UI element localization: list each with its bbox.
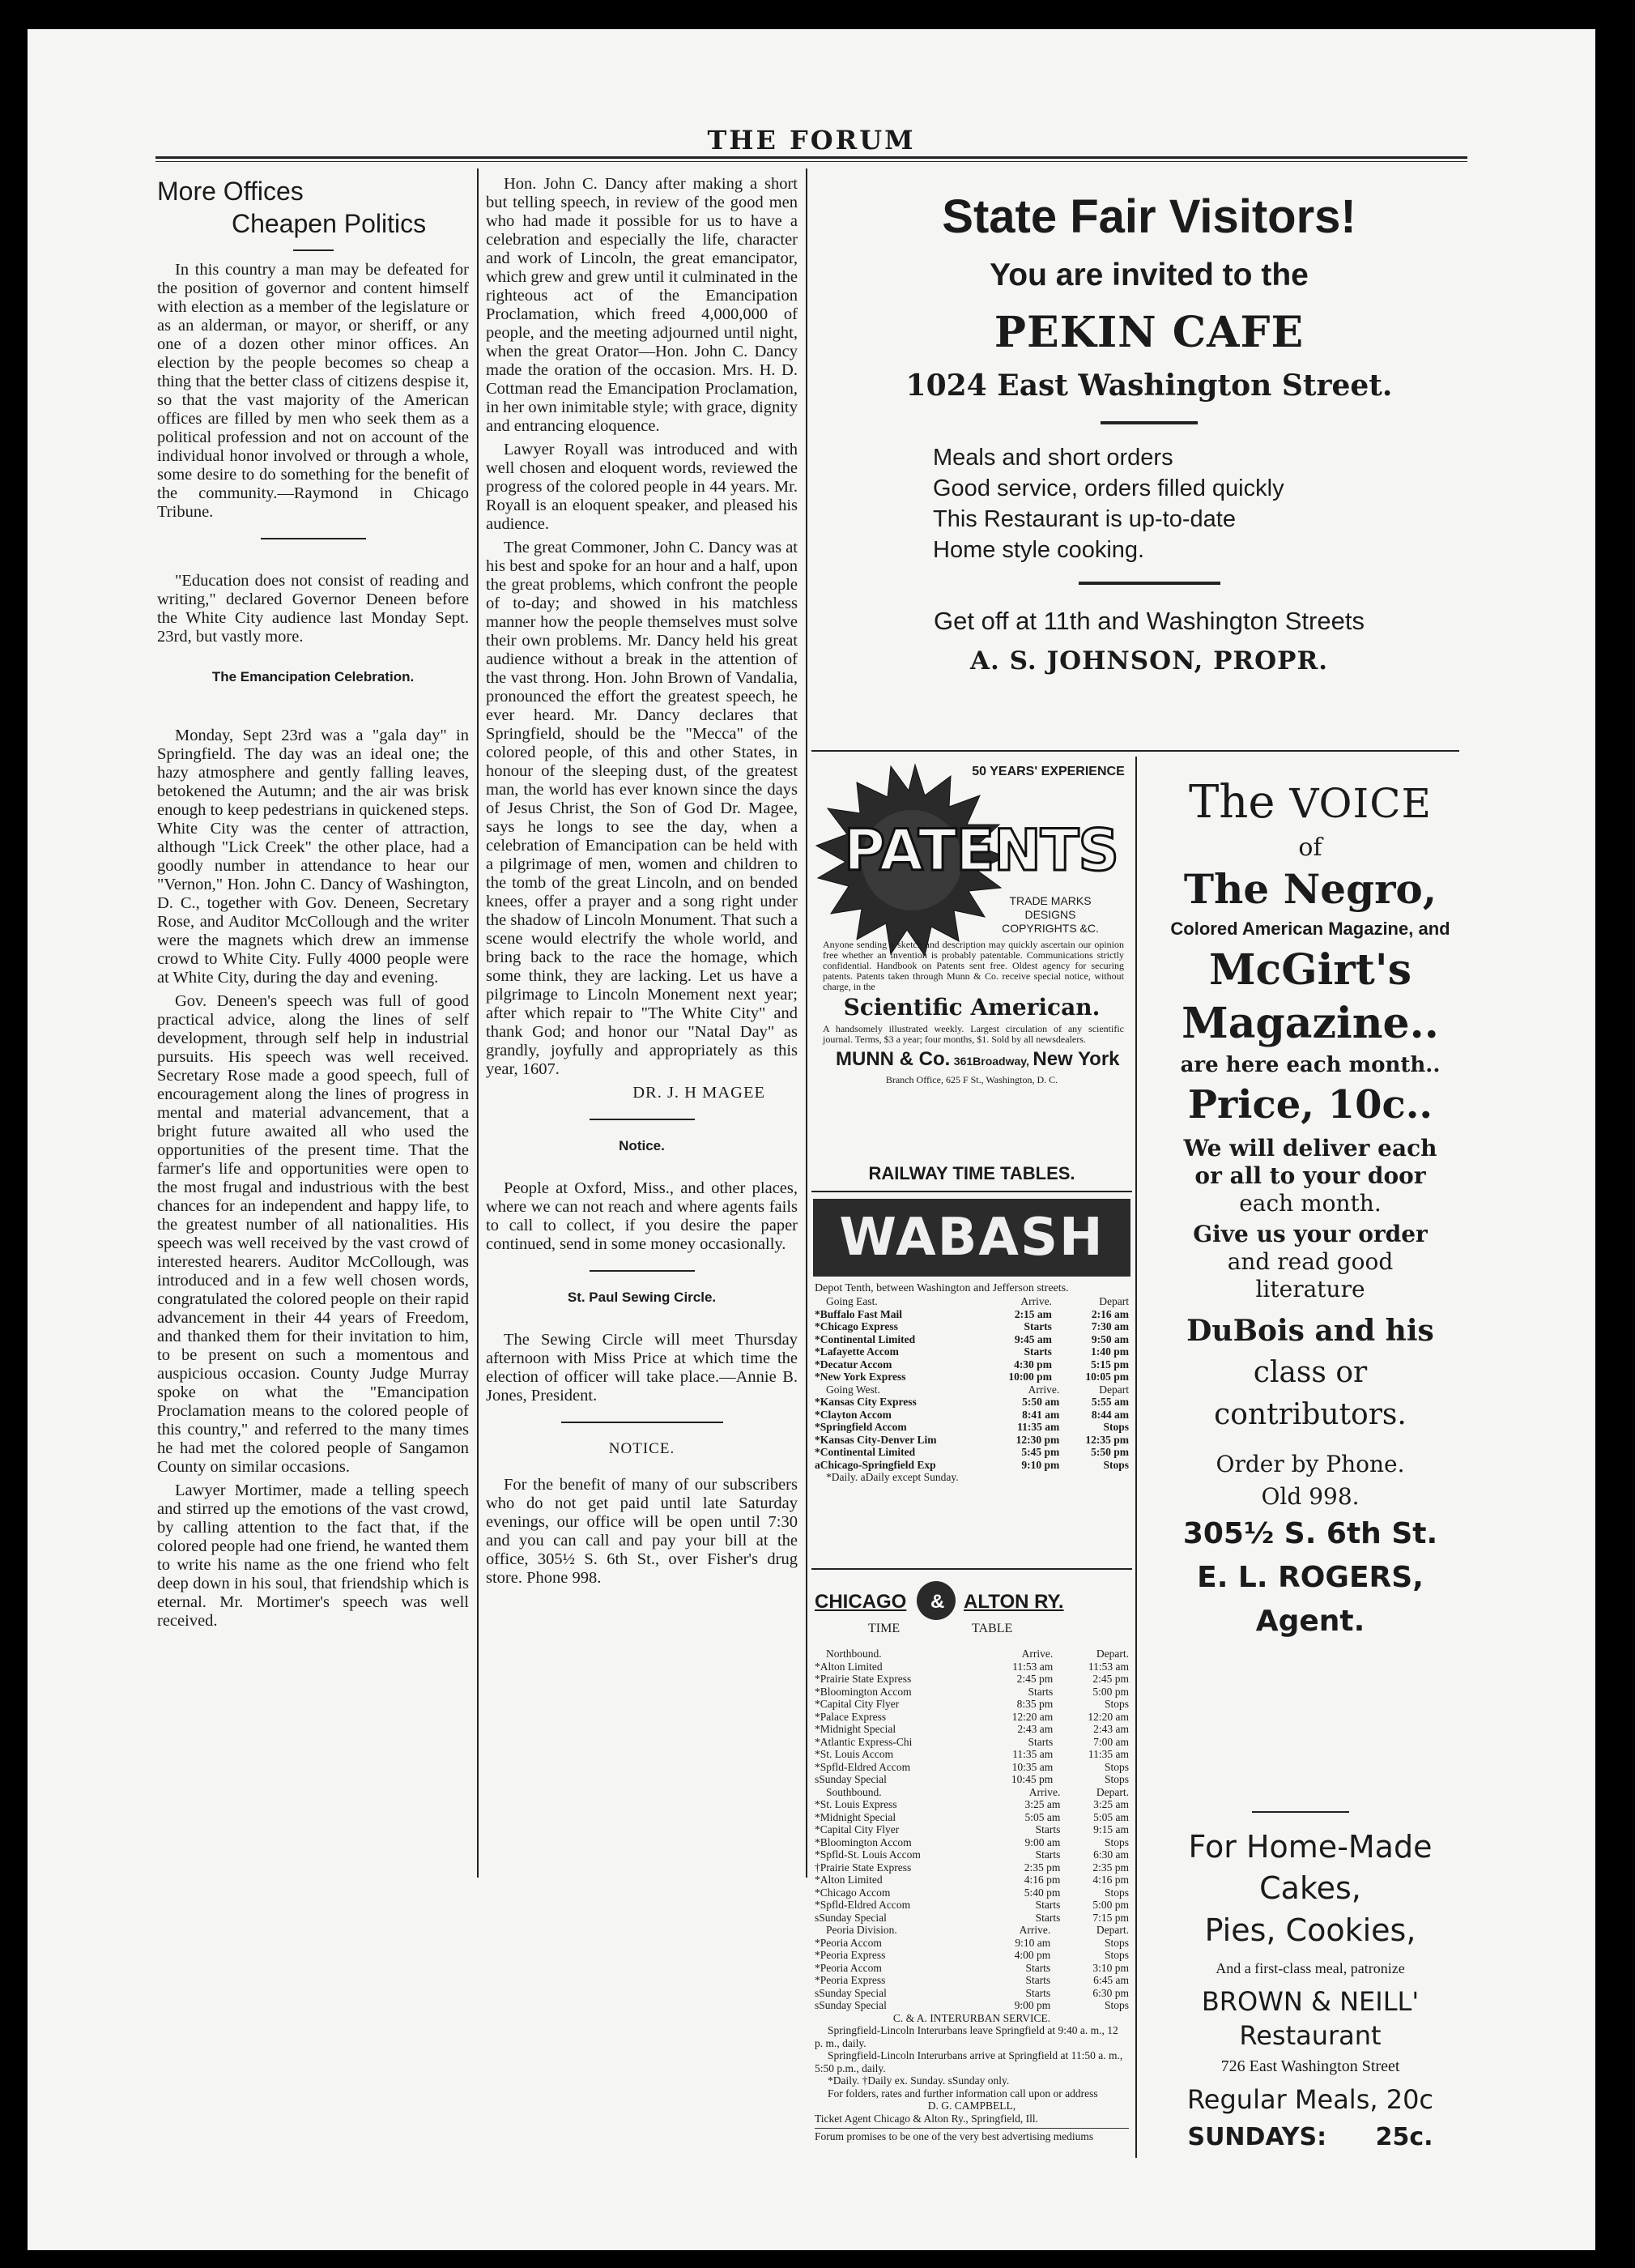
timetable-cell: *Spfld-Eldred Accom	[815, 1760, 911, 1773]
voice-deliver-3: each month.	[1239, 1190, 1382, 1217]
munn-city: New York	[1033, 1048, 1120, 1070]
timetable-cell: 8:44 am	[1091, 1408, 1129, 1421]
voice-rogers: E. L. ROGERS,	[1197, 1561, 1424, 1594]
voice-the: The	[1188, 776, 1275, 829]
timetable-cell: 4:30 pm	[1014, 1358, 1052, 1371]
timetable-cell: Arrive.	[1020, 1295, 1052, 1307]
voice-give-2: and read good	[1227, 1248, 1394, 1275]
timetable-cell: Starts	[1025, 1961, 1051, 1974]
timetable-cell: *Alton Limited	[815, 1874, 883, 1886]
timetable-cell: *Midnight Special	[815, 1810, 896, 1823]
cafe-invite: You are invited to the	[990, 258, 1309, 292]
separator	[293, 249, 334, 251]
bakery-line-5: BROWN & NEILL'	[1201, 1986, 1420, 2017]
timetable-cell: 7:30 am	[1091, 1320, 1129, 1332]
notice2-heading: NOTICE.	[608, 1440, 675, 1457]
timetable-header	[815, 1295, 1129, 1308]
timetable-cell: 5:05 am	[1093, 1810, 1129, 1823]
alton-time: TIME	[868, 1622, 901, 1635]
timetable-cell: Depart.	[1096, 1924, 1129, 1936]
timetable-cell: 5:50 pm	[1091, 1446, 1129, 1458]
timetable-cell: Southbound.	[826, 1785, 882, 1798]
timetable-row	[815, 1345, 1129, 1358]
timetable-cell: 7:00 am	[1093, 1735, 1129, 1748]
sewing-circle-text: The Sewing Circle will meet Thursday afternoon with Miss Price at which time the election of officer will take place.—Annie B. Jones, President.	[486, 1331, 798, 1405]
masthead-rule-bottom	[155, 161, 1467, 162]
timetable-row	[815, 1723, 1129, 1736]
alton-title-amp: &	[930, 1591, 945, 1613]
munn-line	[836, 1048, 1127, 1071]
bakery-line-3: Pies, Cookies,	[1204, 1912, 1416, 1948]
column-2	[486, 175, 798, 1592]
voice-give-1: Give us your order	[1193, 1221, 1428, 1247]
timetable-row	[815, 1949, 1129, 1962]
timetable-cell: *New York Express	[815, 1371, 906, 1383]
timetable-cell: Stops	[1104, 1698, 1129, 1710]
timetable-row	[815, 1308, 1129, 1321]
timetable-cell: *Springfield Accom	[815, 1421, 907, 1433]
voice-price: Price, 10c..	[1187, 1082, 1433, 1128]
timetable-cell: 2:43 am	[1017, 1723, 1054, 1735]
timetable-cell: †Prairie State Express	[815, 1861, 912, 1874]
patents-experience: 50 YEARS' EXPERIENCE	[972, 765, 1125, 778]
patents-ad	[811, 757, 1132, 1137]
timetable-row	[815, 1333, 1129, 1346]
timetable-cell: 9:15 am	[1093, 1823, 1129, 1835]
wabash-depot: Depot Tenth, between Washington and Jefferson streets.	[815, 1282, 1069, 1294]
voice-dubois-3: contributors.	[1214, 1398, 1407, 1431]
dancy-paragraph: Hon. John C. Dancy after making a short but telling speech, in review of the good men who had made it possible for us to have a celebration and especially the life, character and work of Lincoln, the great emancipator, which grew and grew until it culminated in the righteous act of the Emancipation Proclamation, which freed 4,000,000 of people, and the meeting adjourned until night, when the great Orator—Hon. John C. Dancy made the oration of the occasion. Mrs. H. D. Cottman read the Emancipation Proclamation, in her own inimitable style; with grace, dignity and entrancing eloquence.	[486, 175, 798, 435]
alton-legend: *Daily. †Daily ex. Sunday. sSunday only.	[828, 2074, 1010, 2087]
timetable-row	[815, 1711, 1129, 1724]
timetable-row	[815, 1823, 1129, 1836]
timetable-cell: Peoria Division.	[826, 1924, 897, 1936]
timetable-cell: 4:16 pm	[1024, 1874, 1061, 1886]
timetable-cell: Going West.	[826, 1383, 880, 1396]
wabash-note: *Daily. aDaily except Sunday.	[826, 1471, 959, 1483]
timetable-cell: Stops	[1104, 1936, 1129, 1949]
timetable-cell: *Peoria Express	[815, 1974, 886, 1986]
timetable-cell: *Capital City Flyer	[815, 1823, 900, 1835]
timetable-cell: Arrive.	[1028, 1383, 1060, 1396]
patents-body: Anyone sending a sketch and description may quickly ascertain our opinion free whether an invention is probably patentable. Communications strictly confidential. Handbook on Patents sent free. Oldest agency for securing patents. Patents taken through Munn & Co. receive special notice, without charge, in the	[823, 939, 1124, 992]
commoner-paragraph: The great Commoner, John C. Dancy was at his best and spoke for an hour and a half, upon the great problems, which confront the people of to-day; and showed in his matchless manner how the people themselves must solve their own problems. Mr. Dancy held his great audience without a break in the attention of the vast throng. Hon. John Brown of Vandalia, pronounced the effort the greatest speech, he ever heard. Mr. Dancy declares that Springfield, should be the "Mecca" of the colored people, of this and other States, in honour of the sleeping dust, of the greatest man, the world has ever known since the days of Jesus Christ, the Son of God Dr. Magee, says he longs to see the day, when a celebration of Emancipation can be held with a pilgrimage of men, women and children to the tomb of the great Lincoln, and on bended knees, offer a prayer and a song right under the shadow of Lincoln Monument. That such a scene would electrify the whole world, and bring back to the race the homage, which some think, they are lacking. Let us have a pilgrimage to Lincoln Monement next year; after which repair to "The White City" and thank God; and honor our "Natal Day" as grandly, joyfully and appropriately as this year, 1607.	[486, 539, 798, 1078]
timetable-row	[815, 1358, 1129, 1371]
timetable-header	[815, 1648, 1129, 1660]
timetable-cell: Starts	[1035, 1911, 1061, 1924]
timetable-cell: Starts	[1025, 1986, 1051, 1999]
timetable-cell: Stops	[1104, 1886, 1129, 1899]
timetable-row	[815, 1761, 1129, 1774]
timetable-cell: *Kansas City-Denver Lim	[815, 1433, 937, 1446]
timetable-cell: Starts	[1028, 1685, 1054, 1698]
timetable-cell: *Bloomington Accom	[815, 1685, 912, 1698]
timetable-row	[815, 1459, 1129, 1472]
alton-header	[811, 1586, 1132, 1638]
timetable-cell: 11:35 am	[1088, 1748, 1129, 1760]
timetable-row	[815, 1698, 1129, 1711]
voice-voice: VOICE	[1289, 780, 1433, 827]
voice-title	[1140, 774, 1480, 832]
railway-rule	[811, 1191, 1132, 1192]
cafe-rule	[1101, 421, 1198, 424]
separator	[1252, 1811, 1349, 1813]
railway-title: RAILWAY TIME TABLES.	[868, 1163, 1075, 1183]
timetable-cell: *Spfld-St. Louis Accom	[815, 1848, 921, 1861]
voice-of: of	[1298, 833, 1322, 862]
timetable-cell: Going East.	[826, 1295, 878, 1307]
voice-deliver-2: or all to your door	[1194, 1162, 1426, 1189]
timetable-cell: 12:20 am	[1011, 1710, 1054, 1723]
separator	[561, 1422, 723, 1423]
timetable-cell: Stops	[1104, 1835, 1129, 1848]
timetable-cell: Stops	[1104, 1760, 1129, 1773]
wabash-banner	[813, 1199, 1130, 1277]
timetable-cell: 5:40 pm	[1024, 1886, 1061, 1899]
timetable-cell: *Buffalo Fast Mail	[815, 1307, 902, 1320]
timetable-row	[815, 1673, 1129, 1686]
timetable-cell: 2:45 pm	[1092, 1673, 1129, 1685]
timetable-cell: 4:00 pm	[1014, 1949, 1051, 1961]
alton-folders: For folders, rates and further information call upon or address	[828, 2087, 1098, 2100]
timetable-cell: *Capital City Flyer	[815, 1698, 900, 1710]
timetable-cell: *Peoria Accom	[815, 1936, 882, 1949]
wabash-logo: WABASH	[839, 1208, 1105, 1268]
timetable-cell: 7:15 pm	[1092, 1911, 1129, 1924]
timetable-row	[815, 1748, 1129, 1761]
interurban-heading: C. & A. INTERURBAN SERVICE.	[892, 2011, 1051, 2024]
patents-copyrights: COPYRIGHTS &C.	[1002, 922, 1099, 935]
timetable-row	[815, 1962, 1129, 1975]
timetable-row	[815, 1811, 1129, 1824]
column-1	[157, 175, 469, 1635]
timetable-cell: Depart	[1099, 1295, 1129, 1307]
voice-magazine: Magazine..	[1182, 999, 1439, 1048]
timetable-header	[815, 1786, 1129, 1799]
timetable-row	[815, 1937, 1129, 1950]
timetable-cell: *Prairie State Express	[815, 1673, 912, 1685]
notice-text: People at Oxford, Miss., and other places, where we can not reach and where agents fails to call to collect, if you desire the paper continued, send in some money occasionally.	[486, 1179, 798, 1253]
timetable-row	[815, 1660, 1129, 1673]
article-education: "Education does not consist of reading and writing," declared Governor Deneen before the White City audience last Monday Sept. 23rd, but vastly more.	[157, 572, 469, 646]
timetable-cell: 6:45 am	[1093, 1974, 1129, 1986]
timetable-cell: 5:50 am	[1022, 1396, 1060, 1408]
timetable-row	[815, 1434, 1129, 1447]
timetable-cell: 10:05 pm	[1085, 1371, 1129, 1383]
timetable-cell: Starts	[1024, 1345, 1052, 1358]
timetable-cell: *St. Louis Accom	[815, 1748, 894, 1760]
timetable-cell: Stops	[1104, 1949, 1129, 1961]
timetable-row	[815, 1974, 1129, 1987]
timetable-row	[815, 1999, 1129, 2012]
emancipation-paragraph-2: Gov. Deneen's speech was full of good practical advice, along the lines of self development, through self help in industrial pursuits. His speech was well received. Secretary Rose made a good speech, full of encouragement along the lines of progress in mental and material advancement, that a bright future awaited all who used the opportunities of the present time. That the farmer's life and opportunities were open to the most frugal and industrious with the best chances for an independent and happy life, to the greatest number of all nationalities. His speech was well received by the vast crowd of interested hearers. Auditor McCollough, was introduced and in a few well chosen words, congratulated the colored people on their rapid advancement in their 44 years of Freedom, and thanked them for their invitation to him, to be present on such a momentous and auspicious occasion. County Judge Murray spoke on what the "Emancipation Proclamation means to the colored people of this country," and referred to the many times he had met the colored people of Sangamon County on similar occasions.	[157, 992, 469, 1476]
timetable-row	[815, 1848, 1129, 1861]
timetable-cell: *Kansas City Express	[815, 1396, 917, 1408]
timetable-cell: 6:30 am	[1093, 1848, 1129, 1861]
article-title-line1: More Offices	[157, 177, 304, 206]
timetable-cell: 5:00 pm	[1092, 1685, 1129, 1698]
voice-negro: The Negro,	[1183, 865, 1437, 913]
timetable-cell: *Chicago Express	[815, 1320, 898, 1332]
alton-title-right: ALTON RY.	[964, 1591, 1064, 1613]
timetable-cell: sSunday Special	[815, 1911, 887, 1924]
timetable-cell: 12:20 am	[1088, 1710, 1129, 1723]
timetable-row	[815, 1686, 1129, 1699]
timetable-cell: Depart.	[1096, 1648, 1129, 1660]
timetable-cell: *Palace Express	[815, 1710, 887, 1723]
timetable-cell: 3:25 am	[1093, 1798, 1129, 1810]
article-more-offices: In this country a man may be defeated for the position of governor and content himself with election as a member of the legislature or as an alderman, or mayor, or sheriff, or any one of a dozen other minor offices. An election by the people becomes so cheap a thing that the better class of citizens despise it, so that the vast majority of the American offices are filled by men who seek them as a political profession and not on account of the individual honor involved or through a whole, some desire to do something for the benefit of the community.—Raymond in Chicago Tribune.	[157, 261, 469, 521]
patents-designs: DESIGNS	[1024, 908, 1076, 921]
timetable-cell: Depart	[1099, 1383, 1129, 1396]
alton-north-table	[815, 1648, 1129, 1786]
timetable-cell: 11:35 am	[1017, 1421, 1060, 1433]
voice-of-negro-ad	[1140, 774, 1480, 1643]
cafe-rule	[1079, 582, 1220, 585]
patents-title: PATENTS	[844, 817, 1118, 884]
timetable-cell: 3:10 pm	[1092, 1961, 1129, 1974]
timetable-cell: Arrive.	[1019, 1924, 1051, 1936]
timetable-cell: 6:30 pm	[1092, 1986, 1129, 1999]
wabash-east-table	[815, 1295, 1129, 1383]
bakery-line-1: For Home-Made	[1188, 1829, 1433, 1865]
masthead: THE FORUM	[707, 125, 916, 156]
royall-paragraph: Lawyer Royall was introduced and with well chosen and eloquent words, reviewed the progress of the colored people in 44 years. Mr. Royall is an eloquent speaker, and pleased his audience.	[486, 441, 798, 533]
timetable-cell: 9:45 am	[1014, 1332, 1052, 1345]
timetable-cell: *Continental Limited	[815, 1446, 916, 1458]
ad-column-rule	[1135, 757, 1137, 2158]
bakery-sundays: SUNDAYS:	[1187, 2123, 1327, 2151]
munn-name: MUNN & Co.	[836, 1048, 951, 1070]
timetable-cell: Arrive.	[1028, 1785, 1061, 1798]
bakery-line-7: 726 East Washington Street	[1220, 2057, 1400, 2075]
voice-give-3: literature	[1255, 1276, 1365, 1302]
timetable-row	[815, 1421, 1129, 1434]
newspaper-page	[28, 29, 1595, 2250]
timetable-row	[815, 1874, 1129, 1886]
bakery-sunday-price: 25c.	[1375, 2123, 1433, 2151]
timetable-cell: Arrive.	[1021, 1648, 1054, 1660]
timetable-cell: 5:00 pm	[1092, 1899, 1129, 1911]
voice-agent: Agent.	[1255, 1605, 1365, 1638]
timetable-cell: Northbound.	[826, 1648, 882, 1660]
timetable-cell: 9:50 am	[1091, 1332, 1129, 1345]
alton-title-left: CHICAGO	[815, 1591, 907, 1613]
emancipation-paragraph-1: Monday, Sept 23rd was a "gala day" in Springfield. The day was an ideal one; the hazy atmosphere and gently falling leaves, betokened the Autumn; and the air was brisk enough to keep pedestrians in quickened steps. White City was the center of attraction, although "Lick Creek" the other place, had a goodly number in attendance to hear our "Vernon," Hon. John C. Dancy of Washington, D. C., together with Gov. Deneen, Secretary Rose, and Auditor McCollough and the writer were the magnets which drew an immense crowd to White City. Fully 4000 people were at White City, during the day and evening.	[157, 727, 469, 987]
cafe-headline: State Fair Visitors!	[942, 190, 1356, 243]
timetable-cell: sSunday Special	[815, 1986, 887, 1999]
patents-journal: Scientific American.	[843, 994, 1101, 1021]
pekin-cafe-ad	[813, 191, 1485, 679]
timetable-cell: 2:35 pm	[1092, 1861, 1129, 1874]
forum-promise: Forum promises to be one of the very best advertising mediums	[815, 2128, 1129, 2143]
voice-here: are here each month..	[1180, 1053, 1441, 1077]
timetable-row	[815, 1836, 1129, 1849]
timetable-row	[815, 1736, 1129, 1749]
timetable-row	[815, 1987, 1129, 2000]
bakery-line-9	[1140, 2119, 1480, 2156]
timetable-row	[815, 1409, 1129, 1422]
patents-body2: A handsomely illustrated weekly. Largest circulation of any scientific journal. Terms, $3 a year; four months, $1. Sold by all newsdealers.	[823, 1023, 1124, 1045]
timetable-cell: 5:15 pm	[1091, 1358, 1129, 1371]
timetable-row	[815, 1798, 1129, 1811]
timetable-cell: 2:35 pm	[1024, 1861, 1061, 1874]
cafe-name: PEKIN CAFE	[994, 308, 1305, 357]
voice-address: 305½ S. 6th St.	[1182, 1517, 1438, 1550]
timetable-cell: *Continental Limited	[815, 1332, 916, 1345]
separator	[590, 1270, 695, 1272]
column-rule-1	[477, 168, 479, 1878]
voice-phone: Old 998.	[1261, 1483, 1360, 1510]
timetable-cell: *Peoria Express	[815, 1949, 886, 1961]
timetable-cell: 11:53 am	[1088, 1660, 1129, 1673]
railway-rule	[811, 1568, 1132, 1570]
bakery-line-6: Restaurant	[1239, 2020, 1382, 2051]
bakery-line-4: And a first-class meal, patronize	[1216, 1960, 1405, 1976]
timetable-cell: 2:45 pm	[1016, 1673, 1054, 1685]
timetable-cell: *Lafayette Accom	[815, 1345, 899, 1358]
sewing-circle-heading: St. Paul Sewing Circle.	[567, 1290, 717, 1305]
timetable-cell: 3:25 am	[1024, 1798, 1061, 1810]
voice-dubois-2: class or	[1253, 1356, 1368, 1389]
separator	[590, 1119, 695, 1120]
timetable-row	[815, 1396, 1129, 1409]
cafe-service-3: This Restaurant is up-to-date	[933, 506, 1236, 532]
timetable-cell: *Atlantic Express-Chi	[815, 1735, 913, 1748]
timetable-cell: 2:43 am	[1093, 1723, 1129, 1735]
timetable-cell: 10:00 pm	[1008, 1371, 1052, 1383]
column-rule-2	[806, 168, 807, 1878]
timetable-cell: *Bloomington Accom	[815, 1835, 912, 1848]
timetable-cell: Stops	[1103, 1458, 1129, 1471]
timetable-row	[815, 1773, 1129, 1786]
munn-branch: Branch Office, 625 F St., Washington, D. C.	[885, 1074, 1058, 1085]
timetable-cell: *Chicago Accom	[815, 1886, 891, 1899]
timetable-cell: 1:40 pm	[1091, 1345, 1129, 1358]
timetable-cell: 12:35 pm	[1085, 1433, 1129, 1446]
timetable-cell: Starts	[1035, 1899, 1061, 1911]
timetable-cell: Stops	[1103, 1421, 1129, 1433]
timetable-cell: 10:35 am	[1011, 1760, 1054, 1773]
timetable-row	[815, 1899, 1129, 1912]
timetable-cell: Stops	[1104, 1999, 1129, 2011]
timetable-cell: 8:35 pm	[1016, 1698, 1054, 1710]
timetable-cell: Depart.	[1096, 1785, 1129, 1798]
timetable-row	[815, 1912, 1129, 1925]
timetable-cell: 2:15 am	[1014, 1307, 1052, 1320]
timetable-row	[815, 1371, 1129, 1383]
cafe-service-4: Home style cooking.	[933, 537, 1145, 563]
timetable-cell: *Spfld-Eldred Accom	[815, 1899, 911, 1911]
emancipation-paragraph-3: Lawyer Mortimer, made a telling speech and stirred up the emotions of the vast crowd, by calling attention to the fact that, if the colored people had one friend, he wanted them to write his name as the one friend who felt deep down in his soul, that friendship which is eternal. Mr. Mortimer's speech was well received.	[157, 1481, 469, 1630]
voice-mcgirt: McGirt's	[1209, 945, 1411, 995]
timetable-cell: *Clayton Accom	[815, 1408, 892, 1421]
alton-timetable	[815, 1648, 1129, 2143]
timetable-cell: sSunday Special	[815, 1773, 887, 1785]
alton-peoria-table	[815, 1924, 1129, 2012]
alton-table: TABLE	[972, 1622, 1013, 1635]
signature: DR. J. H MAGEE	[632, 1084, 765, 1102]
timetable-cell: Starts	[1024, 1320, 1052, 1332]
wabash-timetable	[815, 1281, 1129, 1484]
timetable-cell: *Decatur Accom	[815, 1358, 892, 1371]
voice-dubois-1: DuBois and his	[1186, 1314, 1434, 1348]
emancipation-heading: The Emancipation Celebration.	[211, 669, 415, 684]
wabash-west-table	[815, 1383, 1129, 1472]
timetable-header	[815, 1383, 1129, 1396]
ad-rule	[811, 750, 1459, 752]
timetable-cell: Stops	[1104, 1773, 1129, 1785]
cafe-directions: Get off at 11th and Washington Streets	[934, 607, 1365, 635]
timetable-cell: Starts	[1025, 1974, 1051, 1986]
timetable-cell: *Midnight Special	[815, 1723, 896, 1735]
timetable-cell: Starts	[1035, 1823, 1061, 1835]
article-title-line2: Cheapen Politics	[232, 209, 427, 238]
masthead-rule-top	[155, 156, 1467, 159]
timetable-cell: *Alton Limited	[815, 1660, 883, 1673]
cafe-address: 1024 East Washington Street.	[905, 369, 1393, 403]
timetable-row	[815, 1886, 1129, 1899]
voice-colored: Colored American Magazine, and	[1170, 919, 1450, 939]
cafe-service-2: Good service, orders filled quickly	[933, 475, 1284, 501]
timetable-cell: Starts	[1035, 1848, 1061, 1861]
brown-neill-ad	[1140, 1826, 1480, 2156]
timetable-cell: 10:45 pm	[1011, 1773, 1054, 1785]
alton-agent-title: Ticket Agent Chicago & Alton Ry., Springfield, Ill.	[815, 2112, 1038, 2125]
timetable-cell: 11:53 am	[1012, 1660, 1054, 1673]
interurban-arrive: Springfield-Lincoln Interurbans arrive at Springfield at 11:50 a. m., 5:50 p.m., daily.	[815, 2049, 1123, 2074]
timetable-cell: 11:35 am	[1012, 1748, 1054, 1760]
interurban-leave: Springfield-Lincoln Interurbans leave Springfield at 9:40 a. m., 12 p. m., daily.	[815, 2024, 1118, 2049]
voice-order: Order by Phone.	[1216, 1451, 1405, 1477]
voice-deliver-1: We will deliver each	[1183, 1135, 1437, 1162]
timetable-cell: 8:41 am	[1022, 1408, 1060, 1421]
timetable-cell: 5:05 am	[1024, 1810, 1061, 1823]
timetable-cell: 2:16 am	[1091, 1307, 1129, 1320]
separator	[261, 538, 366, 539]
alton-agent: D. G. CAMPBELL,	[927, 2100, 1016, 2112]
alton-south-table	[815, 1786, 1129, 1925]
timetable-cell: 5:45 pm	[1021, 1446, 1060, 1458]
patents-trade-marks: TRADE MARKS	[1009, 894, 1092, 907]
timetable-cell: aChicago-Springfield Exp	[815, 1458, 936, 1471]
cafe-proprietor: A. S. JOHNSON, PROPR.	[969, 646, 1329, 676]
cafe-service-1: Meals and short orders	[933, 445, 1173, 471]
bakery-line-8: Regular Meals, 20c	[1186, 2084, 1434, 2115]
timetable-row	[815, 1320, 1129, 1333]
timetable-cell: 9:00 pm	[1014, 1999, 1051, 2011]
timetable-cell: 12:30 pm	[1015, 1433, 1060, 1446]
timetable-cell: 4:16 pm	[1092, 1874, 1129, 1886]
bakery-line-2: Cakes,	[1259, 1870, 1361, 1906]
timetable-cell: Starts	[1028, 1735, 1054, 1748]
timetable-row	[815, 1861, 1129, 1874]
timetable-cell: *Peoria Accom	[815, 1961, 882, 1974]
timetable-cell: 5:55 am	[1091, 1396, 1129, 1408]
notice2-text: For the benefit of many of our subscribers who do not get paid until late Saturday evenings, our office will be open until 7:30 and you can call and pay your bill at the office, 305½ S. 6th St., over Fisher's drug store. Phone 998.	[486, 1476, 798, 1587]
timetable-row	[815, 1446, 1129, 1459]
timetable-cell: 9:00 am	[1024, 1835, 1061, 1848]
timetable-cell: 9:10 am	[1015, 1936, 1051, 1949]
timetable-cell: *St. Louis Express	[815, 1798, 897, 1810]
munn-address: 361Broadway,	[953, 1055, 1029, 1068]
notice-heading: Notice.	[619, 1138, 665, 1153]
timetable-cell: sSunday Special	[815, 1999, 887, 2011]
timetable-header	[815, 1924, 1129, 1937]
timetable-cell: 9:10 pm	[1021, 1458, 1060, 1471]
